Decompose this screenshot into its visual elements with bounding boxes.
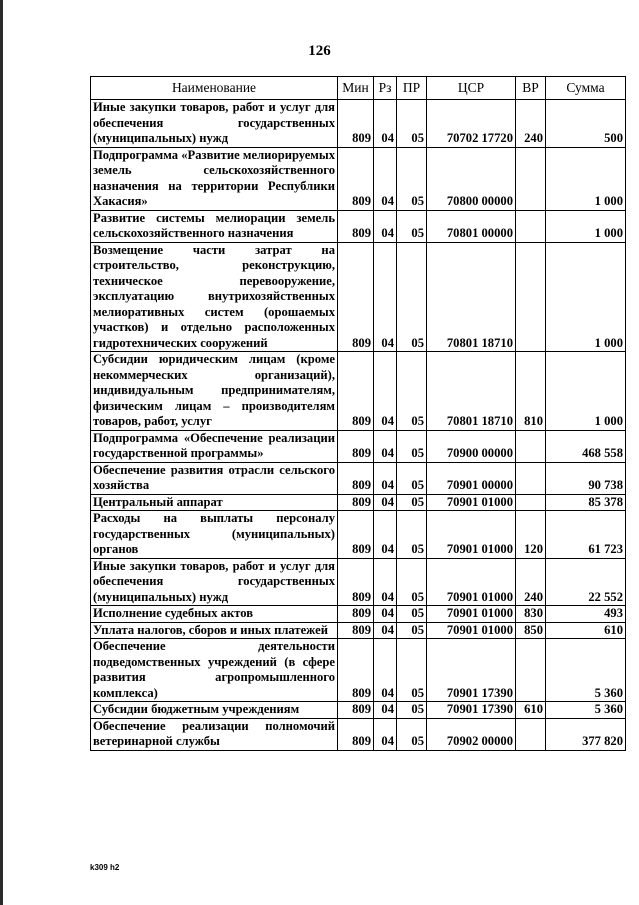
row-rz: 04 bbox=[374, 462, 397, 494]
row-pr: 05 bbox=[397, 100, 427, 148]
table-row bbox=[91, 242, 626, 352]
footer-code: k309 h2 bbox=[90, 863, 120, 872]
row-pr: 05 bbox=[397, 210, 427, 242]
row-rz: 04 bbox=[374, 622, 397, 639]
row-sum: 493 bbox=[546, 606, 626, 623]
row-csr: 70801 00000 bbox=[427, 210, 516, 242]
header-pr: ПР bbox=[397, 77, 427, 100]
row-rz: 04 bbox=[374, 639, 397, 702]
row-min: 809 bbox=[338, 606, 374, 623]
row-vr bbox=[516, 462, 546, 494]
row-vr: 830 bbox=[516, 606, 546, 623]
row-pr: 05 bbox=[397, 242, 427, 352]
row-pr: 05 bbox=[397, 147, 427, 210]
row-csr: 70801 18710 bbox=[427, 352, 516, 431]
row-vr: 240 bbox=[516, 558, 546, 606]
row-sum: 5 360 bbox=[546, 639, 626, 702]
table-row bbox=[91, 210, 626, 242]
row-rz: 04 bbox=[374, 430, 397, 462]
table-row bbox=[91, 511, 626, 559]
row-min: 809 bbox=[338, 494, 374, 511]
row-pr: 05 bbox=[397, 558, 427, 606]
row-name: Иные закупки товаров, работ и услуг для обеспечения государственных (муниципальных) нужд bbox=[91, 558, 338, 606]
row-rz: 04 bbox=[374, 147, 397, 210]
row-vr bbox=[516, 210, 546, 242]
row-min: 809 bbox=[338, 430, 374, 462]
row-csr: 70901 00000 bbox=[427, 462, 516, 494]
row-vr: 240 bbox=[516, 100, 546, 148]
row-sum: 377 820 bbox=[546, 718, 626, 750]
row-sum: 22 552 bbox=[546, 558, 626, 606]
table-row bbox=[91, 718, 626, 750]
table-row bbox=[91, 622, 626, 639]
header-sum: Сумма bbox=[546, 77, 626, 100]
row-vr bbox=[516, 242, 546, 352]
budget-table bbox=[90, 76, 626, 751]
table-row bbox=[91, 639, 626, 702]
row-rz: 04 bbox=[374, 702, 397, 719]
row-min: 809 bbox=[338, 622, 374, 639]
row-rz: 04 bbox=[374, 210, 397, 242]
row-sum: 610 bbox=[546, 622, 626, 639]
row-csr: 70901 17390 bbox=[427, 639, 516, 702]
row-sum: 1 000 bbox=[546, 242, 626, 352]
row-sum: 85 378 bbox=[546, 494, 626, 511]
row-rz: 04 bbox=[374, 242, 397, 352]
row-pr: 05 bbox=[397, 511, 427, 559]
row-rz: 04 bbox=[374, 511, 397, 559]
header-csr: ЦСР bbox=[427, 77, 516, 100]
row-min: 809 bbox=[338, 352, 374, 431]
row-name: Расходы на выплаты персоналу государственных (муниципальных) органов bbox=[91, 511, 338, 559]
header-min: Мин bbox=[338, 77, 374, 100]
row-sum: 5 360 bbox=[546, 702, 626, 719]
table-row bbox=[91, 606, 626, 623]
row-csr: 70800 00000 bbox=[427, 147, 516, 210]
row-min: 809 bbox=[338, 718, 374, 750]
page-number: 126 bbox=[308, 43, 331, 59]
row-pr: 05 bbox=[397, 639, 427, 702]
row-csr: 70901 17390 bbox=[427, 702, 516, 719]
row-name: Обеспечение деятельности подведомственных учреждений (в сфере развития агропромышленного комплекса) bbox=[91, 639, 338, 702]
table-row bbox=[91, 147, 626, 210]
row-min: 809 bbox=[338, 558, 374, 606]
row-sum: 1 000 bbox=[546, 352, 626, 431]
row-sum: 468 558 bbox=[546, 430, 626, 462]
header-name: Наименование bbox=[91, 77, 338, 100]
row-rz: 04 bbox=[374, 718, 397, 750]
row-rz: 04 bbox=[374, 606, 397, 623]
row-min: 809 bbox=[338, 511, 374, 559]
row-name: Подпрограмма «Развитие мелиорируемых земель сельскохозяйственного назначения на территории Республики Хакасия» bbox=[91, 147, 338, 210]
row-pr: 05 bbox=[397, 352, 427, 431]
row-csr: 70901 01000 bbox=[427, 558, 516, 606]
row-pr: 05 bbox=[397, 718, 427, 750]
table-row bbox=[91, 100, 626, 148]
row-vr: 810 bbox=[516, 352, 546, 431]
row-min: 809 bbox=[338, 702, 374, 719]
row-pr: 05 bbox=[397, 606, 427, 623]
row-vr bbox=[516, 718, 546, 750]
row-name: Уплата налогов, сборов и иных платежей bbox=[91, 622, 338, 639]
row-name: Подпрограмма «Обеспечение реализации государственной программы» bbox=[91, 430, 338, 462]
row-sum: 500 bbox=[546, 100, 626, 148]
row-name: Исполнение судебных актов bbox=[91, 606, 338, 623]
table-row bbox=[91, 702, 626, 719]
row-vr bbox=[516, 147, 546, 210]
row-vr: 120 bbox=[516, 511, 546, 559]
row-min: 809 bbox=[338, 100, 374, 148]
row-csr: 70900 00000 bbox=[427, 430, 516, 462]
row-pr: 05 bbox=[397, 430, 427, 462]
row-vr bbox=[516, 639, 546, 702]
row-name: Центральный аппарат bbox=[91, 494, 338, 511]
row-pr: 05 bbox=[397, 622, 427, 639]
header-vr: ВР bbox=[516, 77, 546, 100]
table-row bbox=[91, 352, 626, 431]
row-pr: 05 bbox=[397, 702, 427, 719]
row-csr: 70902 00000 bbox=[427, 718, 516, 750]
row-csr: 70901 01000 bbox=[427, 494, 516, 511]
row-min: 809 bbox=[338, 639, 374, 702]
table-row bbox=[91, 462, 626, 494]
row-name: Иные закупки товаров, работ и услуг для обеспечения государственных (муниципальных) нужд bbox=[91, 100, 338, 148]
row-vr bbox=[516, 494, 546, 511]
row-min: 809 bbox=[338, 462, 374, 494]
row-sum: 90 738 bbox=[546, 462, 626, 494]
row-csr: 70901 01000 bbox=[427, 511, 516, 559]
scan-edge-shadow bbox=[0, 0, 3, 905]
row-rz: 04 bbox=[374, 494, 397, 511]
table-row bbox=[91, 494, 626, 511]
row-min: 809 bbox=[338, 147, 374, 210]
row-csr: 70901 01000 bbox=[427, 606, 516, 623]
row-sum: 61 723 bbox=[546, 511, 626, 559]
table-header-row bbox=[91, 77, 626, 100]
row-csr: 70801 18710 bbox=[427, 242, 516, 352]
header-rz: Рз bbox=[374, 77, 397, 100]
row-vr: 850 bbox=[516, 622, 546, 639]
table-row bbox=[91, 430, 626, 462]
row-csr: 70901 01000 bbox=[427, 622, 516, 639]
row-name: Субсидии юридическим лицам (кроме некоммерческих организаций), индивидуальным предпринимателям, физическим лицам – производителям товаров, работ, услуг bbox=[91, 352, 338, 431]
row-min: 809 bbox=[338, 210, 374, 242]
row-rz: 04 bbox=[374, 352, 397, 431]
row-name: Обеспечение развития отрасли сельского хозяйства bbox=[91, 462, 338, 494]
row-min: 809 bbox=[338, 242, 374, 352]
row-vr bbox=[516, 430, 546, 462]
row-name: Возмещение части затрат на строительство, реконструкцию, техническое перевооружение, эксплуатацию внутрихозяйственных мелиоративных систем (орошаемых участков) и отдельно расположенных гидротехнических сооружений bbox=[91, 242, 338, 352]
row-sum: 1 000 bbox=[546, 147, 626, 210]
row-name: Субсидии бюджетным учреждениям bbox=[91, 702, 338, 719]
row-name: Обеспечение реализации полномочий ветеринарной службы bbox=[91, 718, 338, 750]
table-row bbox=[91, 558, 626, 606]
row-csr: 70702 17720 bbox=[427, 100, 516, 148]
row-pr: 05 bbox=[397, 494, 427, 511]
row-sum: 1 000 bbox=[546, 210, 626, 242]
row-pr: 05 bbox=[397, 462, 427, 494]
row-vr: 610 bbox=[516, 702, 546, 719]
row-name: Развитие системы мелиорации земель сельскохозяйственного назначения bbox=[91, 210, 338, 242]
row-rz: 04 bbox=[374, 558, 397, 606]
row-rz: 04 bbox=[374, 100, 397, 148]
